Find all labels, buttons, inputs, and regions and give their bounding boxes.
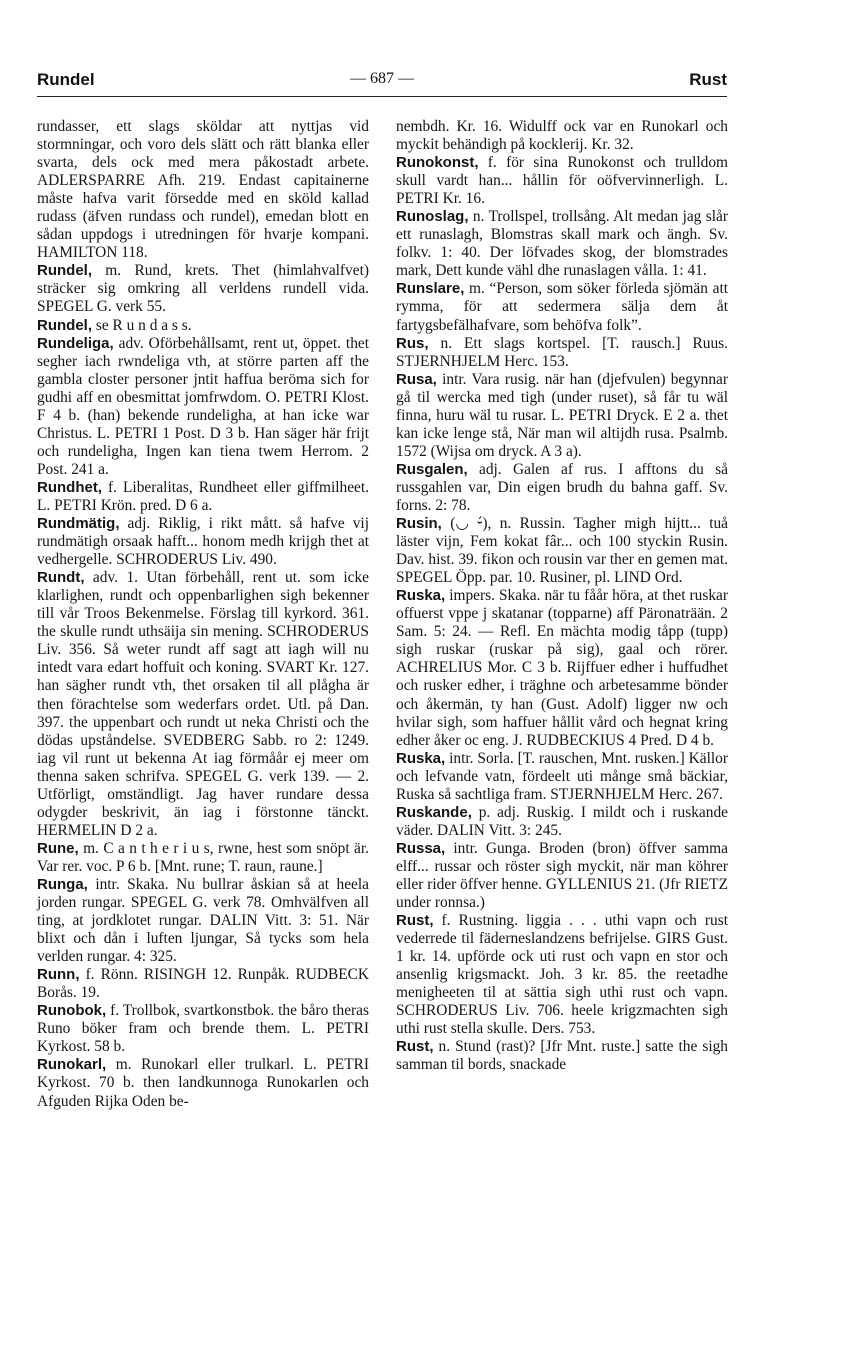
dictionary-entry <box>37 1056 369 1110</box>
entry-headword: Rusa, <box>396 370 437 388</box>
entry-headword: Runobok, <box>37 1002 107 1020</box>
entry-headword: Ruska, <box>396 749 446 767</box>
entry-text: intr. Gunga. Broden (bron) öffver samma elff... russar och röster sigh myckit, när man köhrer eller rider öffver henne. GYLLENIUS 21. (Jfr RIETZ under ronnsa.) <box>396 839 728 912</box>
entry-text: f. Rönn. RISINGH 12. Runpåk. RUDBECK Borås. 19. <box>37 966 369 1002</box>
dictionary-entry <box>37 317 369 335</box>
dictionary-entry <box>37 569 369 840</box>
entry-text: m. C a n t h e r i u s, rwne, hest som snöpt är. Var rer. voc. P 6 b. [Mnt. rune; T. raun, raune.] <box>37 839 369 875</box>
dictionary-entry <box>37 515 369 569</box>
entry-headword: Rust, <box>396 1038 434 1056</box>
entry-text: adj. Galen af rus. I afftons du så russgahlen var, Din eigen brudh du bahna gaff. Sv. forns. 2: 78. <box>396 460 728 514</box>
dictionary-entry <box>37 1002 369 1056</box>
entry-headword: Rundmätig, <box>37 515 120 533</box>
dictionary-entry <box>37 335 369 479</box>
running-head-left: Rundel <box>37 70 95 89</box>
left-column <box>37 118 369 1111</box>
entry-text: adv. 1. Utan förbehåll, rent ut. som icke klarlighen, rundt och oppenbarlighen sigh bekenner till vår Troos Bekenmelse. Förslag till kyrkord. 361. the skulle rundt uthsäija sin mening. SCHRODERUS Liv. 356. Så weter rundt aff sagt att iagh will nu intedt vara edart hoffuit och koning. SVART Kr. 127. han sägher rundt vth, thet orsaken til all plågha är then förachtelse som wederfars ordet. Utl. på Dan. 397. the uppenbart och rundt ut neka Christi och the dödas upståndelse. SVEDBERG Sabb. ro 2: 1249. iag vil runt ut bekenna At iag förmåår ej meer om thenna saken schrifva. SPEGEL G. verk 139. — 2. Utförligt, omständligt. Jag haver rundare dessa odygder beskrivit, än iag i förstonne tänckt. HERMELIN D 2 a. <box>37 569 369 839</box>
dictionary-entry <box>396 461 728 515</box>
entry-text: f. för sina Runokonst och trulldom skull vardt han... hållin för oöfvervinnerligh. L. PETRI Kr. 16. <box>396 154 728 208</box>
dictionary-entry <box>396 154 728 208</box>
entry-headword: Rusgalen, <box>396 460 468 478</box>
entry-text: m. Runokarl eller trulkarl. L. PETRI Kyrkost. 70 b. then landkunnoga Runokarlen och Afguden Rijka Oden be- <box>37 1056 369 1110</box>
entry-text: se R u n d a s s. <box>92 316 192 334</box>
entry-text: f. Rustning. liggia . . . uthi vapn och rust vederrede til fäderneslandzens befrijelse. GIRS Gust. 1 kr. 14. upförde ock uti rust och vapn en stor och ansenlig krigsmackt. Joh. 3 kr. 85. the reetadhe menigheeten til at sättia sigh uthi rust och vapn. SCHRODERUS Liv. 706. heele krigzmachten sigh uthi rust stella skulle. Ders. 753. <box>396 912 728 1038</box>
entry-text: (◡ ⏑́), n. Russin. Tagher migh hijtt... tuå läster vijn, Fem kokat fâr... och 100 styckin Rusin. Dav. hist. 39. fikon och rousin var ther en gemen mat. SPEGEL Öpp. par. 10. Rusiner, pl. LIND Ord. <box>396 515 728 587</box>
page-number: — 687 — <box>350 70 414 87</box>
dictionary-entry <box>396 280 728 334</box>
header-rule <box>37 96 727 97</box>
entry-text: intr. Skaka. Nu bullrar åskian så at heela jorden rungar. SPEGEL G. verk 78. Omhvälfven all ting, at jordklotet rungar. DALIN Vitt. 3: 51. När blixt och dån i luften ljungar, Så tycks som hela verlden rungar. 4: 325. <box>37 875 369 966</box>
entry-text: p. adj. Ruskig. I mildt och i ruskande väder. DALIN Vitt. 3: 245. <box>396 803 728 839</box>
dictionary-entry <box>37 966 369 1002</box>
dictionary-entry <box>37 479 369 515</box>
entry-text: m. “Person, som söker förleda sjömän att rymma, för att sedermera sälja dem åt fartygsbefälhafvare, som behöfva folk”. <box>396 280 728 334</box>
entry-headword: Runn, <box>37 966 80 984</box>
entry-headword: Runoslag, <box>396 208 469 226</box>
entry-text: n. Ett slags kortspel. [T. rausch.] Ruus. STJERNHJELM Herc. 153. <box>396 334 728 370</box>
dictionary-entry <box>37 262 369 316</box>
dictionary-entry <box>396 587 728 749</box>
entry-text: nembdh. Kr. 16. Widulff ock var en Runokarl och myckit behändigh på kocklerij. Kr. 32. <box>396 118 728 154</box>
entry-headword: Runga, <box>37 875 88 893</box>
entry-headword: Runokarl, <box>37 1056 107 1074</box>
dictionary-entry <box>396 335 728 371</box>
dictionary-entry <box>396 371 728 461</box>
entry-headword: Rundel, <box>37 316 92 334</box>
entry-text: rundasser, ett slags sköldar att nyttjas vid stormningar, och voro dels slätt och rätt blanka eller svarta, dels ock med mera påkostadt arbete. ADLERSPARRE Afh. 219. Endast capitainerne måste hafva varit försedde med en sköld kallad rudass (äfven rundass och rundel), emedan blott en sådan uppdogs i utredningen för hvarje kompani. HAMILTON 118. <box>37 118 369 262</box>
entry-text: intr. Sorla. [T. rauschen, Mnt. rusken.] Källor och lefvande vatn, fördeelt uti månge små bäckiar, Ruska så sachtliga fram. STJERNHJELM Herc. 267. <box>396 749 728 803</box>
entry-headword: Runokonst, <box>396 154 479 172</box>
dictionary-entry <box>396 118 728 154</box>
dictionary-entry <box>396 1038 728 1074</box>
entry-headword: Ruskande, <box>396 803 472 821</box>
dictionary-entry <box>396 750 728 804</box>
dictionary-entry <box>396 515 728 587</box>
entry-text: adj. Riklig, i rikt mått. så hafve vij rundmätigh orsaak hafft... honom medh krijgh thet at vedhergelle. SCHRODERUS Liv. 490. <box>37 515 369 569</box>
right-column <box>396 118 728 1074</box>
entry-text: impers. Skaka. när tu fåår höra, at thet ruskar offuerst vppe j skatanar (topparne) aff Päronaträän. 2 Sam. 5: 24. — Refl. En mächta modig tåpp (tupp) sigh ruskar (ruskar på sig), gaal och rörer. ACHRELIUS Mor. C 3 b. Rijffuer edher i huffudhet och rusker edher, i träghne och arbetesamme bönder och åkermän, ty han (Gust. Adolf) ligger nw och hvilar sigh, som haffuer hållit vård och hegnat kring edher åker oc eng. J. RUDBECKIUS 4 Pred. D 4 b. <box>396 587 728 749</box>
dictionary-entry <box>37 118 369 262</box>
entry-headword: Rundhet, <box>37 478 102 496</box>
entry-headword: Ruska, <box>396 587 446 605</box>
entry-text: f. Trollbok, svartkonstbok. the båro theras Runo böker fram och brende them. L. PETRI Kyrkost. 58 b. <box>37 1002 369 1056</box>
dictionary-entry <box>396 804 728 840</box>
entry-headword: Rune, <box>37 839 79 857</box>
entry-headword: Rus, <box>396 334 429 352</box>
entry-text: n. Stund (rast)? [Jfr Mnt. ruste.] satte the sigh samman til bords, snackade <box>396 1038 728 1074</box>
entry-headword: Rundel, <box>37 262 92 280</box>
entry-text: f. Liberalitas, Rundheet eller giffmilheet. L. PETRI Krön. pred. D 6 a. <box>37 478 369 514</box>
entry-text: adv. Oförbehållsamt, rent ut, öppet. thet segher iach rwndeliga vth, at större parten aff the gambla closter personer jntit haffua beröma sich for gudhi aff en obesmittat jomfrwdom. O. PETRI Klost. F 4 b. (han) bekende rundeligha, at han icke war Christus. L. PETRI 1 Post. D 3 b. Han säger här frijt och rundeligha, Ingen kan tiena twem Herrom. 2 Post. 241 a. <box>37 334 369 478</box>
entry-text: n. Trollspel, trollsång. Alt medan jag slår ett runaslagh, Blomstras skall mark och ängh. Sv. folkv. 1: 40. Der löfvades skog, der blomstrades mark, Dett kunde vähl dhe runaslagen vålla. 1: 41. <box>396 208 728 280</box>
entry-headword: Rundeliga, <box>37 334 114 352</box>
dictionary-entry <box>396 208 728 280</box>
page-header <box>37 70 727 92</box>
dictionary-entry <box>396 912 728 1038</box>
entry-headword: Rundt, <box>37 569 85 587</box>
entry-text: m. Rund, krets. Thet (himlahvalfvet) sträcker sig omkring all verldens rundell vida. SPEGEL G. verk 55. <box>37 262 369 316</box>
entry-headword: Runslare, <box>396 280 465 298</box>
entry-headword: Rusin, <box>396 515 442 533</box>
entry-headword: Russa, <box>396 839 446 857</box>
dictionary-entry <box>37 840 369 876</box>
dictionary-entry <box>396 840 728 912</box>
entry-headword: Rust, <box>396 912 434 930</box>
entry-text: intr. Vara rusig. när han (djefvulen) begynnar gå til wercka med tigh (under ruset), så får tu wäl finna, huru wäl tu rusar. L. PETRI Dryck. E 2 a. thet kan icke lenge stå, När man wil altijdh rusa. Psalmb. 1572 (Wijsa om dryck. A 3 a). <box>396 370 728 460</box>
dictionary-entry <box>37 876 369 966</box>
running-head-right: Rust <box>689 70 727 89</box>
